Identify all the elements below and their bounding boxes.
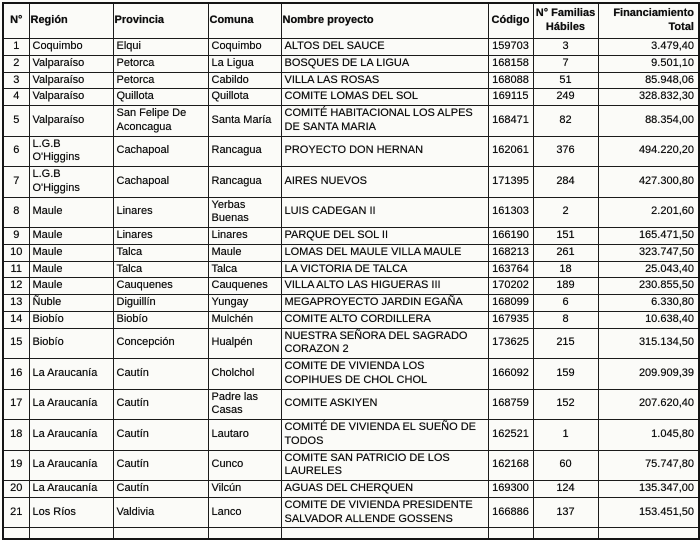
cell-num: 5 <box>3 106 29 137</box>
cell-region: La Araucanía <box>29 481 113 498</box>
cell-codigo: 168213 <box>488 244 533 261</box>
table-row <box>3 278 699 295</box>
cell-num: 2 <box>3 55 29 72</box>
table-row <box>3 89 699 106</box>
cell-region: Ñuble <box>29 295 113 312</box>
scanned-document-page <box>0 2 700 525</box>
cell-codigo: 163764 <box>488 261 533 278</box>
cell-nombre: LUIS CADEGAN II <box>281 197 488 228</box>
cell-nombre: BOSQUES DE LA LIGUA <box>281 55 488 72</box>
cell-financiamiento: 207.620,40 <box>598 389 699 420</box>
cell-empty <box>281 528 488 540</box>
cell-empty <box>208 528 281 540</box>
cell-num: 20 <box>3 481 29 498</box>
cell-familias: 261 <box>533 244 598 261</box>
cell-financiamiento: 75.747,80 <box>598 450 699 481</box>
cell-provincia: Talca <box>113 261 208 278</box>
cell-familias: 8 <box>533 311 598 328</box>
table-row <box>3 450 699 481</box>
cell-codigo: 168099 <box>488 295 533 312</box>
cell-nombre: COMITÉ DE VIVIENDA EL SUEÑO DE TODOS <box>281 420 488 451</box>
cell-provincia: Quillota <box>113 89 208 106</box>
cell-provincia: Petorca <box>113 55 208 72</box>
cell-comuna: Santa María <box>208 106 281 137</box>
cell-comuna: Rancagua <box>208 136 281 167</box>
cell-nombre: COMITE DE VIVIENDA PRESIDENTE SALVADOR ALLENDE GOSSENS <box>281 497 488 528</box>
cell-comuna: Mulchén <box>208 311 281 328</box>
cell-familias: 159 <box>533 359 598 390</box>
cell-provincia: Petorca <box>113 72 208 89</box>
cell-provincia: Diguillín <box>113 295 208 312</box>
cell-num: 18 <box>3 420 29 451</box>
cell-provincia: Cautín <box>113 359 208 390</box>
cell-provincia: Linares <box>113 228 208 245</box>
cell-familias: 6 <box>533 295 598 312</box>
column-header-provincia: Provincia <box>113 3 208 39</box>
cell-nombre: COMITE ASKIYEN <box>281 389 488 420</box>
cell-codigo: 169300 <box>488 481 533 498</box>
cell-familias: 249 <box>533 89 598 106</box>
column-header-familias: N° Familias Hábiles <box>533 3 598 39</box>
cell-num: 15 <box>3 328 29 359</box>
cell-provincia: Cautín <box>113 420 208 451</box>
cell-comuna: La Ligua <box>208 55 281 72</box>
table-body <box>3 39 699 540</box>
table-row <box>3 311 699 328</box>
cell-codigo: 168471 <box>488 106 533 137</box>
cell-financiamiento: 494.220,20 <box>598 136 699 167</box>
cell-comuna: Padre las Casas <box>208 389 281 420</box>
cell-comuna: Cauquenes <box>208 278 281 295</box>
cell-empty <box>488 528 533 540</box>
cell-num: 16 <box>3 359 29 390</box>
cell-codigo: 162061 <box>488 136 533 167</box>
cell-empty <box>598 528 699 540</box>
cell-codigo: 168158 <box>488 55 533 72</box>
table-row <box>3 389 699 420</box>
cell-comuna: Cabildo <box>208 72 281 89</box>
cell-financiamiento: 3.479,40 <box>598 39 699 56</box>
projects-table <box>2 2 700 540</box>
cell-codigo: 167935 <box>488 311 533 328</box>
cell-num: 4 <box>3 89 29 106</box>
cell-comuna: Lanco <box>208 497 281 528</box>
cell-nombre: VILLA LAS ROSAS <box>281 72 488 89</box>
cell-financiamiento: 165.471,50 <box>598 228 699 245</box>
cell-provincia: Cauquenes <box>113 278 208 295</box>
cell-codigo: 173625 <box>488 328 533 359</box>
cell-nombre: COMITE ALTO CORDILLERA <box>281 311 488 328</box>
cell-nombre: PARQUE DEL SOL II <box>281 228 488 245</box>
table-row <box>3 197 699 228</box>
cell-comuna: Quillota <box>208 89 281 106</box>
cell-region: L.G.B O'Higgins <box>29 136 113 167</box>
cell-financiamiento: 135.347,00 <box>598 481 699 498</box>
table-row <box>3 420 699 451</box>
cell-region: Biobío <box>29 311 113 328</box>
cell-financiamiento: 209.909,39 <box>598 359 699 390</box>
cell-provincia: Biobío <box>113 311 208 328</box>
table-row <box>3 261 699 278</box>
cell-familias: 137 <box>533 497 598 528</box>
cell-financiamiento: 2.201,60 <box>598 197 699 228</box>
cell-familias: 284 <box>533 167 598 198</box>
cell-num: 13 <box>3 295 29 312</box>
table-row <box>3 228 699 245</box>
cell-codigo: 169115 <box>488 89 533 106</box>
cell-financiamiento: 88.354,00 <box>598 106 699 137</box>
cell-nombre: NUESTRA SEÑORA DEL SAGRADO CORAZON 2 <box>281 328 488 359</box>
cell-comuna: Yungay <box>208 295 281 312</box>
table-row <box>3 359 699 390</box>
cell-empty <box>29 528 113 540</box>
cell-num: 17 <box>3 389 29 420</box>
column-header-numero: N° <box>3 3 29 39</box>
cell-region: Biobío <box>29 328 113 359</box>
cell-familias: 1 <box>533 420 598 451</box>
cell-region: L.G.B O'Higgins <box>29 167 113 198</box>
cell-nombre: MEGAPROYECTO JARDIN EGAÑA <box>281 295 488 312</box>
table-row <box>3 106 699 137</box>
header-row <box>3 3 699 39</box>
cell-provincia: Elqui <box>113 39 208 56</box>
cell-familias: 152 <box>533 389 598 420</box>
cell-nombre: AIRES NUEVOS <box>281 167 488 198</box>
column-header-comuna: Comuna <box>208 3 281 39</box>
cell-financiamiento: 25.043,40 <box>598 261 699 278</box>
table-row <box>3 136 699 167</box>
table-row <box>3 167 699 198</box>
cell-provincia: Valdivia <box>113 497 208 528</box>
cell-comuna: Hualpén <box>208 328 281 359</box>
cell-familias: 151 <box>533 228 598 245</box>
cell-familias: 124 <box>533 481 598 498</box>
cell-comuna: Vilcún <box>208 481 281 498</box>
cell-nombre: COMITÉ HABITACIONAL LOS ALPES DE SANTA MARIA <box>281 106 488 137</box>
table-row <box>3 39 699 56</box>
cell-region: Los Ríos <box>29 497 113 528</box>
cell-region: Valparaíso <box>29 55 113 72</box>
column-header-codigo: Código <box>488 3 533 39</box>
table-row <box>3 244 699 261</box>
table-row <box>3 55 699 72</box>
cell-financiamiento: 323.747,50 <box>598 244 699 261</box>
cell-nombre: PROYECTO DON HERNAN <box>281 136 488 167</box>
cell-num: 10 <box>3 244 29 261</box>
cell-num: 11 <box>3 261 29 278</box>
cell-codigo: 162521 <box>488 420 533 451</box>
cell-empty <box>533 528 598 540</box>
partial-row <box>3 528 699 540</box>
cell-provincia: San Felipe De Aconcagua <box>113 106 208 137</box>
cell-familias: 51 <box>533 72 598 89</box>
cell-num: 21 <box>3 497 29 528</box>
cell-region: Valparaíso <box>29 72 113 89</box>
cell-codigo: 168088 <box>488 72 533 89</box>
cell-codigo: 171395 <box>488 167 533 198</box>
cell-provincia: Cachapoal <box>113 167 208 198</box>
cell-nombre: ALTOS DEL SAUCE <box>281 39 488 56</box>
cell-financiamiento: 6.330,80 <box>598 295 699 312</box>
cell-familias: 215 <box>533 328 598 359</box>
cell-financiamiento: 9.501,10 <box>598 55 699 72</box>
cell-empty <box>3 528 29 540</box>
cell-num: 6 <box>3 136 29 167</box>
cell-region: Valparaíso <box>29 89 113 106</box>
cell-financiamiento: 10.638,40 <box>598 311 699 328</box>
table-row <box>3 481 699 498</box>
cell-comuna: Maule <box>208 244 281 261</box>
cell-comuna: Talca <box>208 261 281 278</box>
cell-familias: 189 <box>533 278 598 295</box>
table-row <box>3 328 699 359</box>
cell-region: La Araucanía <box>29 450 113 481</box>
cell-nombre: VILLA ALTO LAS HIGUERAS III <box>281 278 488 295</box>
cell-codigo: 161303 <box>488 197 533 228</box>
cell-comuna: Linares <box>208 228 281 245</box>
cell-num: 9 <box>3 228 29 245</box>
cell-codigo: 166886 <box>488 497 533 528</box>
cell-codigo: 159703 <box>488 39 533 56</box>
cell-financiamiento: 328.832,30 <box>598 89 699 106</box>
cell-empty <box>113 528 208 540</box>
cell-region: La Araucanía <box>29 359 113 390</box>
cell-num: 8 <box>3 197 29 228</box>
cell-region: Maule <box>29 228 113 245</box>
cell-nombre: COMITE DE VIVIENDA LOS COPIHUES DE CHOL CHOL <box>281 359 488 390</box>
cell-num: 14 <box>3 311 29 328</box>
cell-num: 12 <box>3 278 29 295</box>
cell-num: 7 <box>3 167 29 198</box>
table-row <box>3 295 699 312</box>
cell-familias: 376 <box>533 136 598 167</box>
cell-familias: 18 <box>533 261 598 278</box>
cell-codigo: 166190 <box>488 228 533 245</box>
cell-familias: 3 <box>533 39 598 56</box>
cell-nombre: LOMAS DEL MAULE VILLA MAULE <box>281 244 488 261</box>
table-header <box>3 3 699 39</box>
cell-region: Valparaíso <box>29 106 113 137</box>
cell-provincia: Cautín <box>113 389 208 420</box>
cell-provincia: Cautín <box>113 481 208 498</box>
cell-nombre: COMITE LOMAS DEL SOL <box>281 89 488 106</box>
cell-comuna: Coquimbo <box>208 39 281 56</box>
cell-familias: 60 <box>533 450 598 481</box>
cell-nombre: AGUAS DEL CHERQUEN <box>281 481 488 498</box>
cell-familias: 2 <box>533 197 598 228</box>
cell-provincia: Talca <box>113 244 208 261</box>
cell-familias: 82 <box>533 106 598 137</box>
cell-codigo: 162168 <box>488 450 533 481</box>
cell-num: 1 <box>3 39 29 56</box>
cell-region: Maule <box>29 197 113 228</box>
cell-region: Maule <box>29 261 113 278</box>
cell-comuna: Lautaro <box>208 420 281 451</box>
cell-region: Maule <box>29 244 113 261</box>
cell-financiamiento: 153.451,50 <box>598 497 699 528</box>
cell-nombre: COMITE SAN PATRICIO DE LOS LAURELES <box>281 450 488 481</box>
cell-provincia: Cautín <box>113 450 208 481</box>
cell-region: La Araucanía <box>29 389 113 420</box>
cell-num: 19 <box>3 450 29 481</box>
cell-codigo: 170202 <box>488 278 533 295</box>
cell-codigo: 168759 <box>488 389 533 420</box>
cell-financiamiento: 427.300,80 <box>598 167 699 198</box>
cell-region: Maule <box>29 278 113 295</box>
cell-comuna: Rancagua <box>208 167 281 198</box>
cell-financiamiento: 85.948,06 <box>598 72 699 89</box>
cell-comuna: Cunco <box>208 450 281 481</box>
cell-financiamiento: 315.134,50 <box>598 328 699 359</box>
cell-financiamiento: 1.045,80 <box>598 420 699 451</box>
cell-familias: 7 <box>533 55 598 72</box>
cell-region: La Araucanía <box>29 420 113 451</box>
column-header-financiamiento: Financiamiento Total <box>598 3 699 39</box>
cell-region: Coquimbo <box>29 39 113 56</box>
table-row <box>3 497 699 528</box>
cell-comuna: Yerbas Buenas <box>208 197 281 228</box>
cell-comuna: Cholchol <box>208 359 281 390</box>
column-header-region: Región <box>29 3 113 39</box>
cell-provincia: Cachapoal <box>113 136 208 167</box>
cell-provincia: Linares <box>113 197 208 228</box>
table-row <box>3 72 699 89</box>
cell-financiamiento: 230.855,50 <box>598 278 699 295</box>
cell-provincia: Concepción <box>113 328 208 359</box>
cell-num: 3 <box>3 72 29 89</box>
cell-codigo: 166092 <box>488 359 533 390</box>
column-header-nombre: Nombre proyecto <box>281 3 488 39</box>
cell-nombre: LA VICTORIA DE TALCA <box>281 261 488 278</box>
